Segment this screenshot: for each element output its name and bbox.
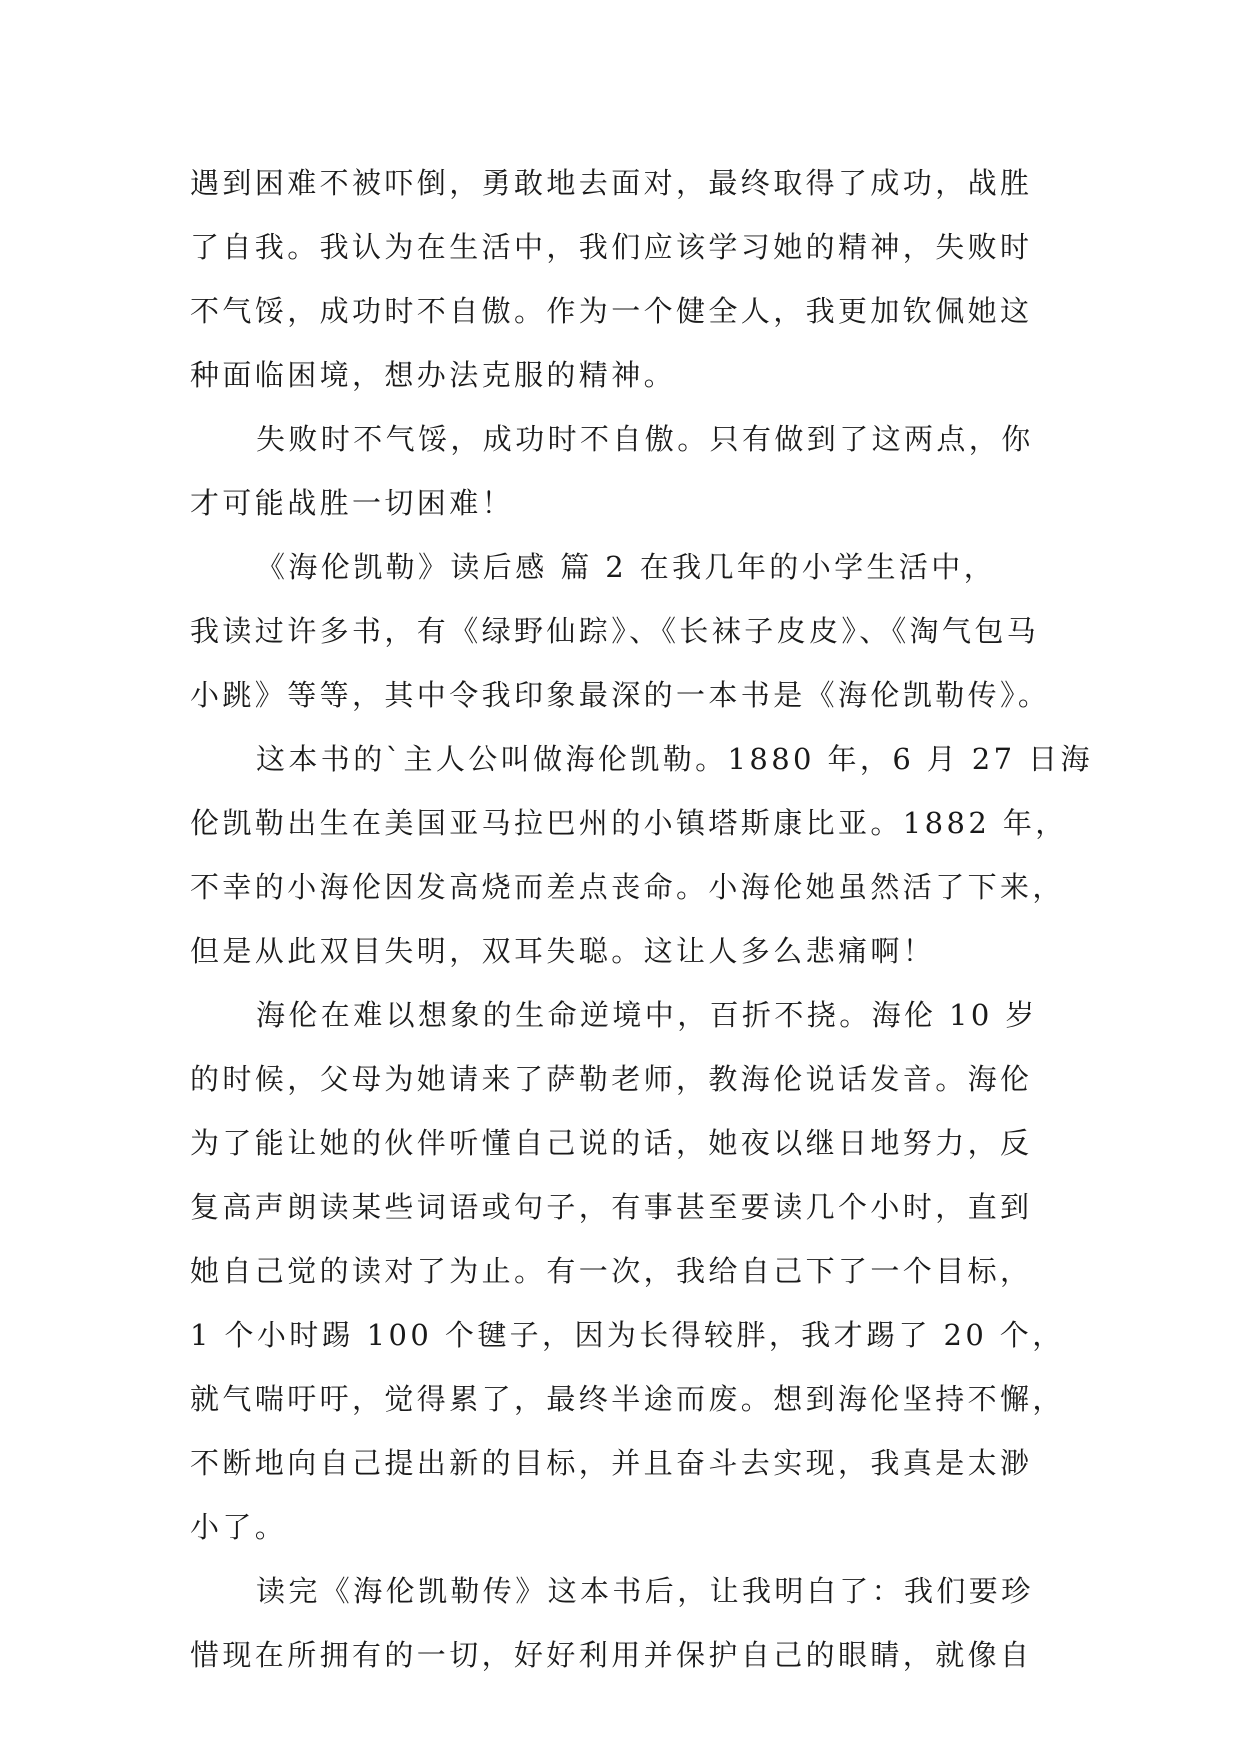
text-line: 惜现在所拥有的一切，好好利用并保护自己的眼睛，就像自: [190, 1638, 1033, 1672]
text-line: 但是从此双目失明，双耳失聪。这让人多么悲痛啊！: [190, 934, 936, 968]
text-line: 不气馁，成功时不自傲。作为一个健全人，我更加钦佩她这: [190, 294, 1033, 328]
text-line: 小了。: [190, 1510, 288, 1544]
text-line: 读完《海伦凯勒传》这本书后，让我明白了：我们要珍: [256, 1574, 1034, 1608]
text-line: 我读过许多书，有《绿野仙踪》、《长袜子皮皮》、《淘气包马: [190, 614, 1040, 648]
text-line: 海伦在难以想象的生命逆境中，百折不挠。海伦 10 岁: [256, 998, 1038, 1032]
section-title-line: 《海伦凯勒》读后感 篇 2 在我几年的小学生活中，: [256, 550, 997, 584]
text-line: 不断地向自己提出新的目标，并且奋斗去实现，我真是太渺: [190, 1446, 1033, 1480]
text-line: 小跳》等等，其中令我印象最深的一本书是《海伦凯勒传》。: [190, 678, 1051, 712]
text-line: 种面临困境，想办法克服的精神。: [190, 358, 677, 392]
text-line: 遇到困难不被吓倒，勇敢地去面对，最终取得了成功，战胜: [190, 166, 1033, 200]
text-line: 就气喘吁吁，觉得累了，最终半途而废。想到海伦坚持不懈，: [190, 1382, 1065, 1416]
text-line: 的时候，父母为她请来了萨勒老师，教海伦说话发音。海伦: [190, 1062, 1033, 1096]
text-line: 不幸的小海伦因发高烧而差点丧命。小海伦她虽然活了下来，: [190, 870, 1065, 904]
text-line: 才可能战胜一切困难！: [190, 486, 515, 520]
text-line: 这本书的`主人公叫做海伦凯勒。1880 年，6 月 27 日海: [256, 742, 1093, 776]
text-line: 为了能让她的伙伴听懂自己说的话，她夜以继日地努力，反: [190, 1126, 1033, 1160]
text-line: 她自己觉的读对了为止。有一次，我给自己下了一个目标，: [190, 1254, 1033, 1288]
text-line: 失败时不气馁，成功时不自傲。只有做到了这两点，你: [256, 422, 1034, 456]
text-line: 了自我。我认为在生活中，我们应该学习她的精神，失败时: [190, 230, 1033, 264]
text-line: 1 个小时踢 100 个毽子，因为长得较胖，我才踢了 20 个，: [190, 1318, 1065, 1352]
text-line: 复高声朗读某些词语或句子，有事甚至要读几个小时，直到: [190, 1190, 1033, 1224]
text-line: 伦凯勒出生在美国亚马拉巴州的小镇塔斯康比亚。1882 年，: [190, 806, 1068, 840]
